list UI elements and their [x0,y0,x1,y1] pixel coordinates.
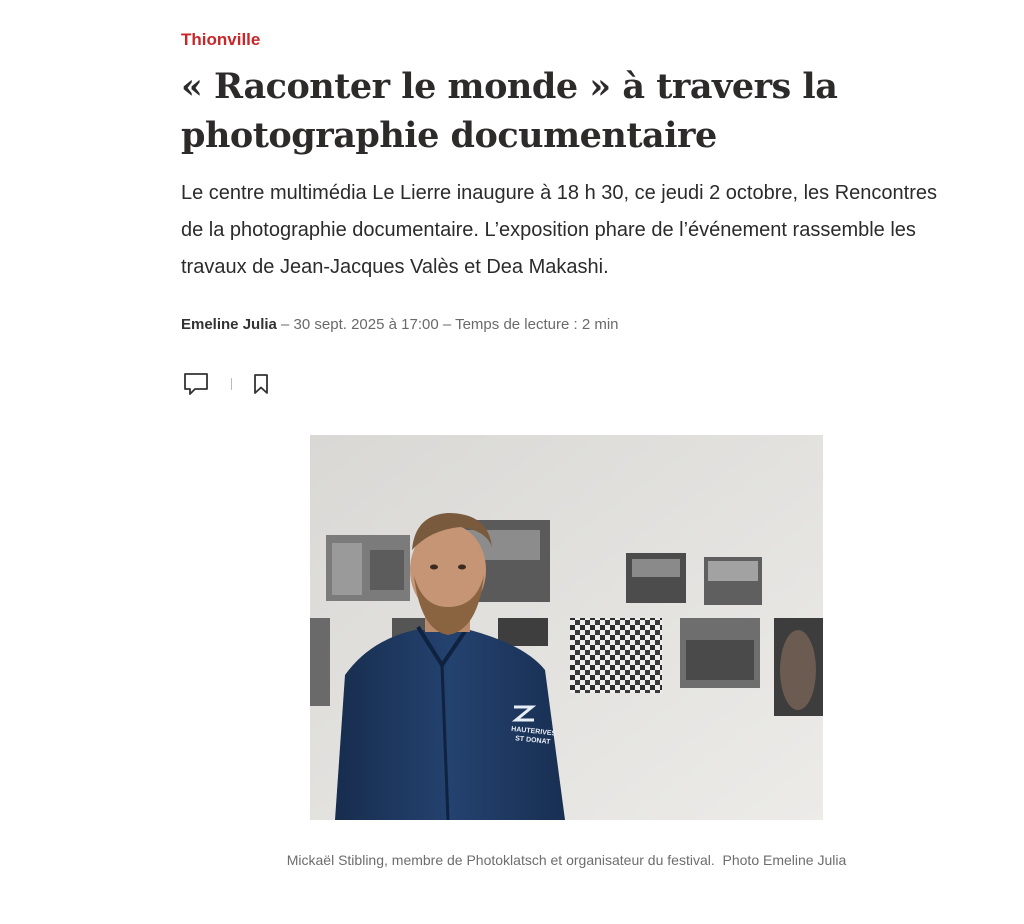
comment-icon [182,371,210,397]
figure-caption [0,852,1024,868]
publish-date: – 30 sept. 2025 à 17:00 – [276,316,456,333]
reading-time: Temps de lecture : 2 min [455,316,619,333]
section-kicker-link[interactable]: Thionville [181,30,261,49]
article-lede: Le centre multimédia Le Lierre inaugure à 18 h 30, ce jeudi 2 octobre, les Rencontres de la photographie documentaire. L’exposition phare de l’événement rassemble les travaux de Jean-Jacques Valès et Dea Makashi. [181,182,938,278]
article-actions [181,370,276,398]
print-8 [570,618,662,693]
actions-divider [231,378,232,390]
bookmark-icon [251,372,271,396]
caption-text: Mickaël Stibling, membre de Photoklatsch et organisateur du festival. [286,852,715,868]
jacket-logo-line1: HAUTERIVES [510,725,557,738]
author-link[interactable]: Emeline Julia [181,316,277,333]
article-photo[interactable] [310,435,823,820]
photo-credit: Photo Emeline Julia [722,852,847,868]
article-figure [310,435,823,820]
print-7 [498,618,548,646]
bookmark-button[interactable] [246,370,276,398]
comment-button[interactable] [181,370,211,398]
article-title: « Raconter le monde » à travers la photographie documentaire [181,66,838,156]
byline [181,316,619,333]
jacket-logo-line2: ST DONAT [514,735,551,746]
print-5 [310,618,330,706]
